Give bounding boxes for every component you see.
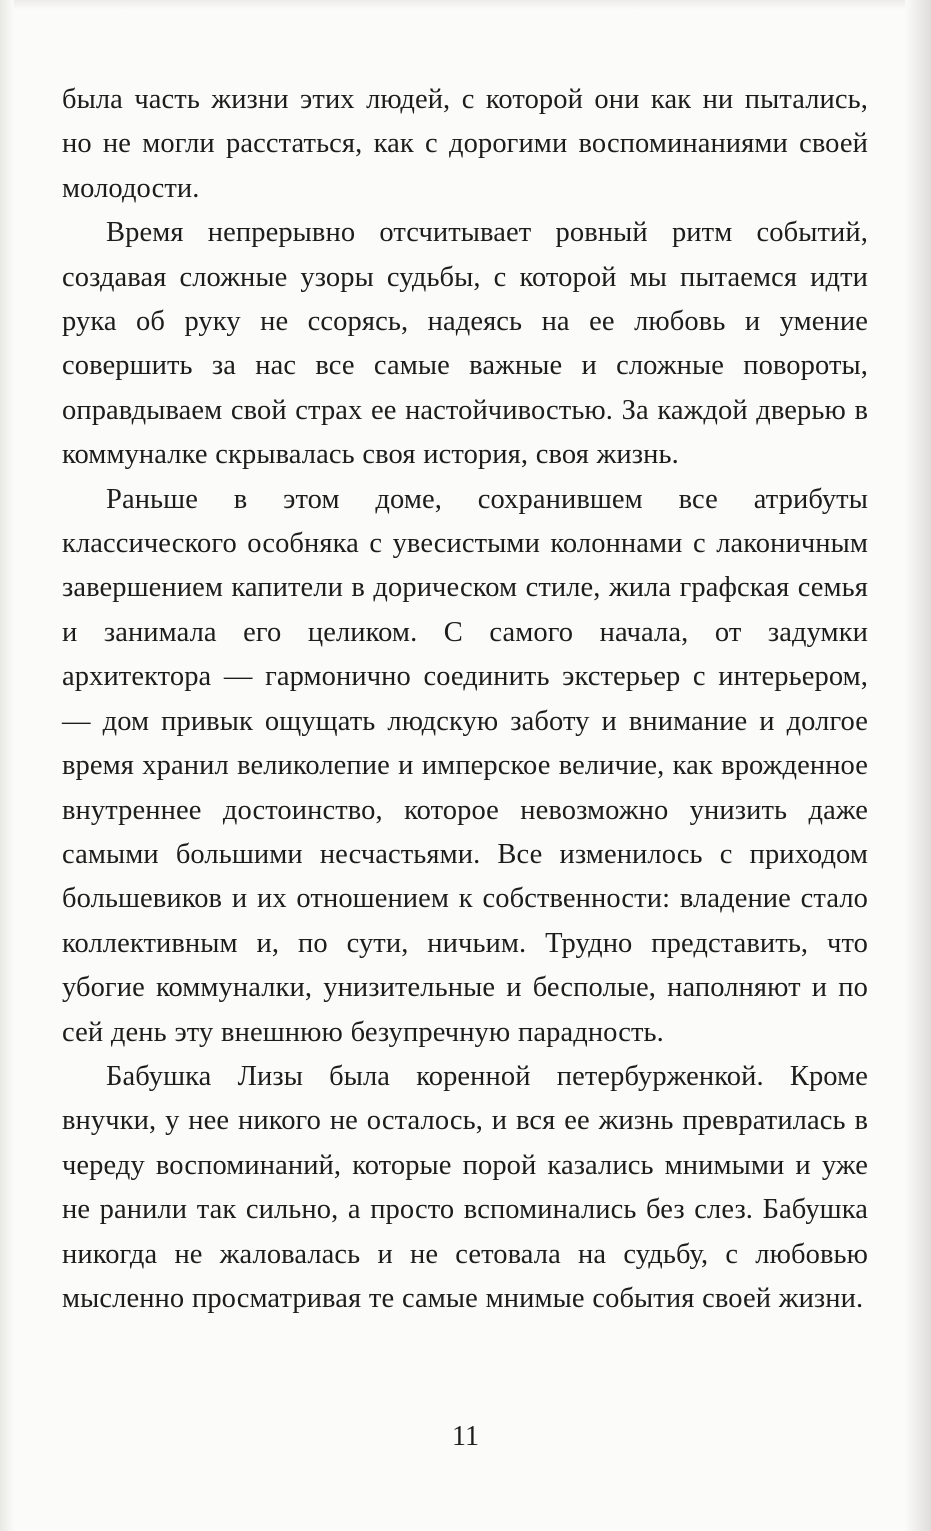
page-number: 11 <box>452 1421 479 1452</box>
scan-edge-left <box>0 0 14 1531</box>
scan-edge-top <box>0 0 931 10</box>
paragraph-1: была часть жизни этих людей, с которой они как ни пытались, но не могли расстаться, как с дорогими воспоминаниями своей молодости. <box>62 84 868 204</box>
paragraph-3: Раньше в этом доме, сохранившем все атрибуты классического особняка с увесистыми колоннами с лаконичным завершением капители в дорическом стиле, жила графская семья и занимала его целиком. С самого начала, от задумки архитектора — гармонично соединить экстерьер с интерьером, — дом привык ощущать людскую заботу и внимание и долгое время хранил великолепие и имперское величие, как врожденное внутреннее достоинство, которое невозможно унизить даже самыми большими несчастьями. Все изменилось с приходом большевиков и их отношением к собственности: владение стало коллективным и, по сути, ничьим. Трудно представить, что убогие коммуналки, унизительные и бесполые, наполняют и по сей день эту внешнюю безупречную парадность. <box>62 483 868 1048</box>
scan-edge-right <box>905 0 931 1531</box>
paragraph-4: Бабушка Лизы была коренной петербурженкой. Кроме внучки, у нее никого не осталось, и вся ее жизнь превратилась в череду воспоминаний, которые порой казались мнимыми и уже не ранили так сильно, а просто вспоминались без слез. Бабушка никогда не жаловалась и не сетовала на судьбу, с любовью мысленно просматривая те самые мнимые события своей жизни. <box>62 1060 868 1314</box>
body-text <box>62 78 868 1321</box>
paragraph-2: Время непрерывно отсчитывает ровный ритм событий, создавая сложные узоры судьбы, с которой мы пытаемся идти рука об руку не ссорясь, надеясь на ее любовь и умение совершить за нас все самые важные и сложные повороты, оправдываем свой страх ее настойчивостью. За каждой дверью в коммуналке скрывалась своя история, своя жизнь. <box>62 217 868 471</box>
